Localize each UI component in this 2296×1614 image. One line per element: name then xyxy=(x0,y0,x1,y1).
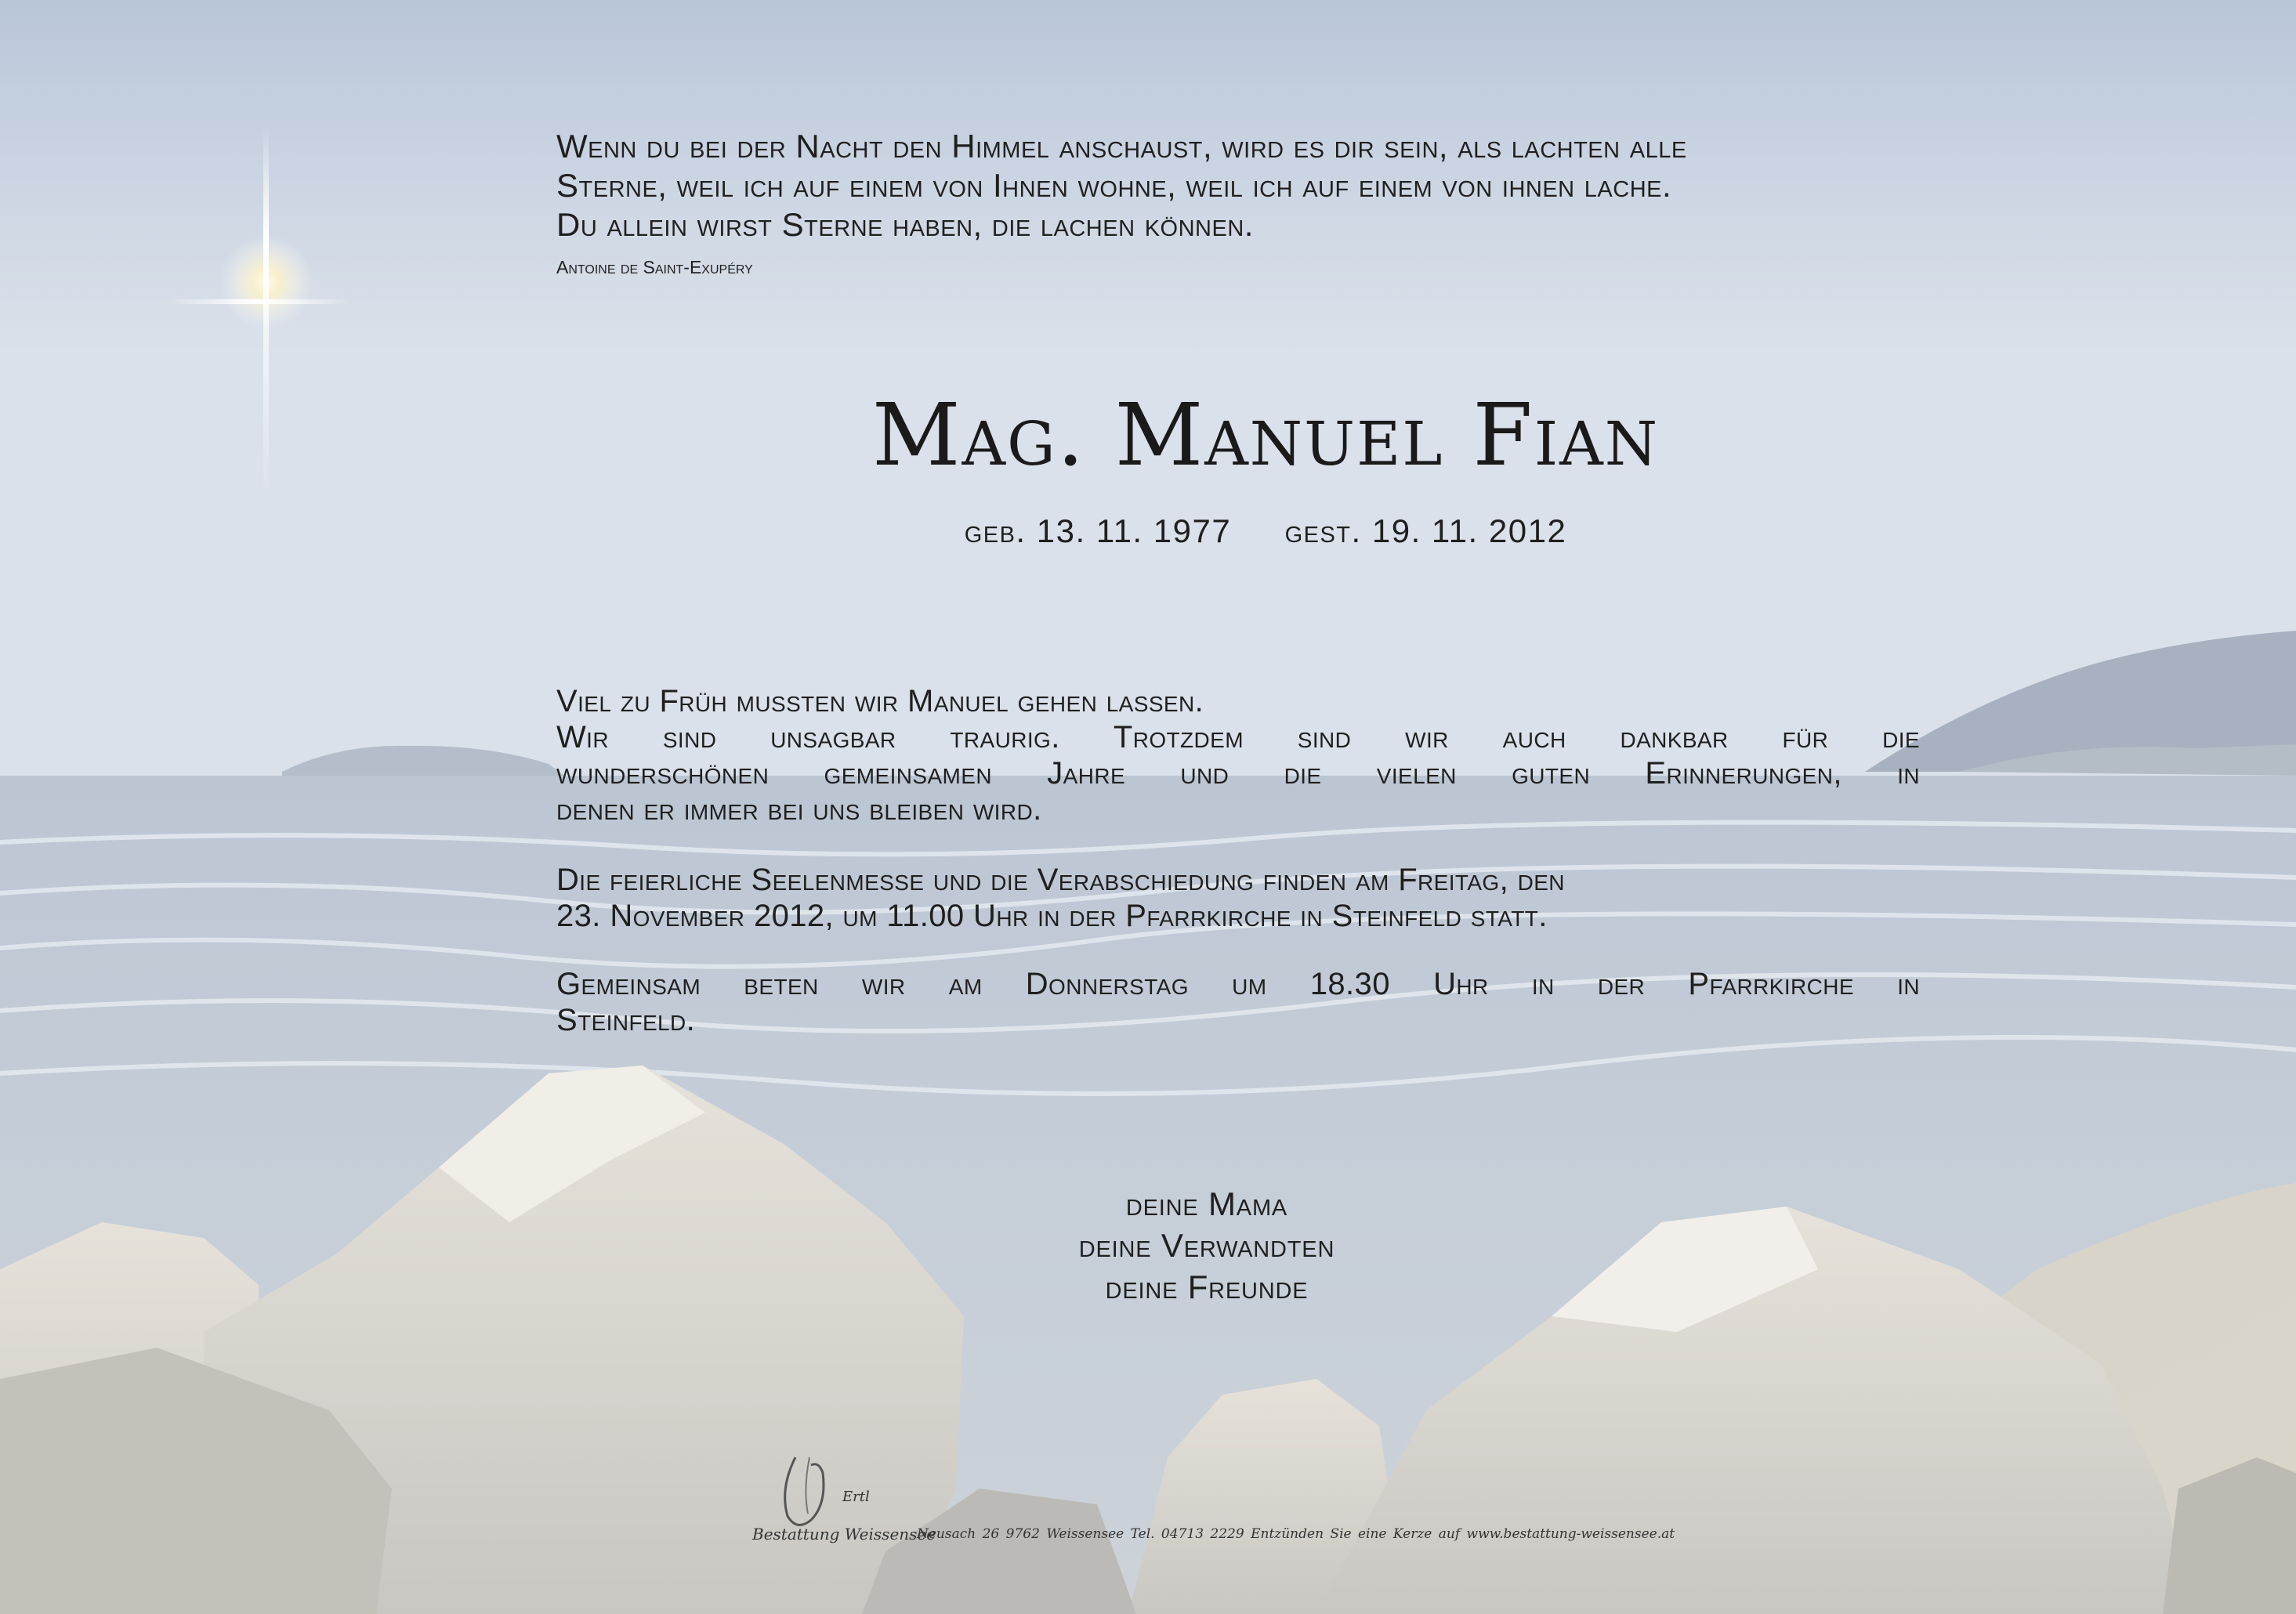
funeral-home-logo xyxy=(748,1442,936,1551)
signoff-line: deine Verwandten xyxy=(1078,1227,1335,1264)
funeral-home-name: Bestattung Weissensee xyxy=(752,1525,936,1543)
died-label: gest. xyxy=(1284,512,1362,549)
paragraph-line: Wir sind unsagbar traurig. Trotzdem sind wir auch dankbar für die xyxy=(556,720,1920,755)
died-date: 19. 11. 2012 xyxy=(1371,512,1567,549)
paragraph-line: wunderschönen gemeinsamen Jahre und die vielen guten Erinnerungen, in xyxy=(556,756,1920,791)
funeral-home-address: Neusach 26 9762 Weissensee Tel. 04713 2229 Entzünden Sie eine Kerze auf www.bestattung-weissensee.at xyxy=(917,1526,1675,1542)
quote-line: Sterne, weil ich auf einem von Ihnen wohne, weil ich auf einem von ihnen lache. xyxy=(556,167,1672,204)
paragraph-service xyxy=(556,862,1920,934)
deceased-name xyxy=(0,384,2296,486)
quote-author: Antoine de Saint-Exupéry xyxy=(556,257,753,277)
funeral-home-sub: Ertl xyxy=(842,1489,870,1505)
born-label: geb. xyxy=(964,512,1027,549)
paragraph-line: 23. November 2012, um 11.00 Uhr in der Pfarrkirche in Steinfeld statt. xyxy=(556,899,1548,933)
paragraph-line: Die feierliche Seelenmesse und die Verabschiedung finden am Freitag, den xyxy=(556,863,1565,897)
life-dates xyxy=(0,511,2296,552)
signoff-line: deine Freunde xyxy=(1105,1268,1309,1305)
born-date: 13. 11. 1977 xyxy=(1036,512,1232,549)
paragraph-line: Steinfeld. xyxy=(556,1003,696,1037)
quote-text xyxy=(556,127,1920,244)
quote-line: Wenn du bei der Nacht den Himmel anschaust, wird es dir sein, als lachten alle xyxy=(556,128,1687,165)
signoff xyxy=(893,1183,1520,1308)
funeral-home-footer xyxy=(748,1442,1767,1551)
signoff-line: deine Mama xyxy=(1125,1185,1288,1222)
paragraph-line: denen er immer bei uns bleiben wird. xyxy=(556,792,1042,827)
paragraph-prayer xyxy=(556,966,1920,1038)
paragraph-farewell xyxy=(556,683,1920,827)
paragraph-line: Viel zu Früh mussten wir Manuel gehen lassen. xyxy=(556,684,1204,718)
deceased-name-text: Mag. Manuel Fian xyxy=(871,385,1660,485)
quote-line: Du allein wirst Sterne haben, die lachen können. xyxy=(556,206,1254,243)
paragraph-line: Gemeinsam beten wir am Donnerstag um 18.30 Uhr in der Pfarrkirche in xyxy=(556,967,1920,1001)
